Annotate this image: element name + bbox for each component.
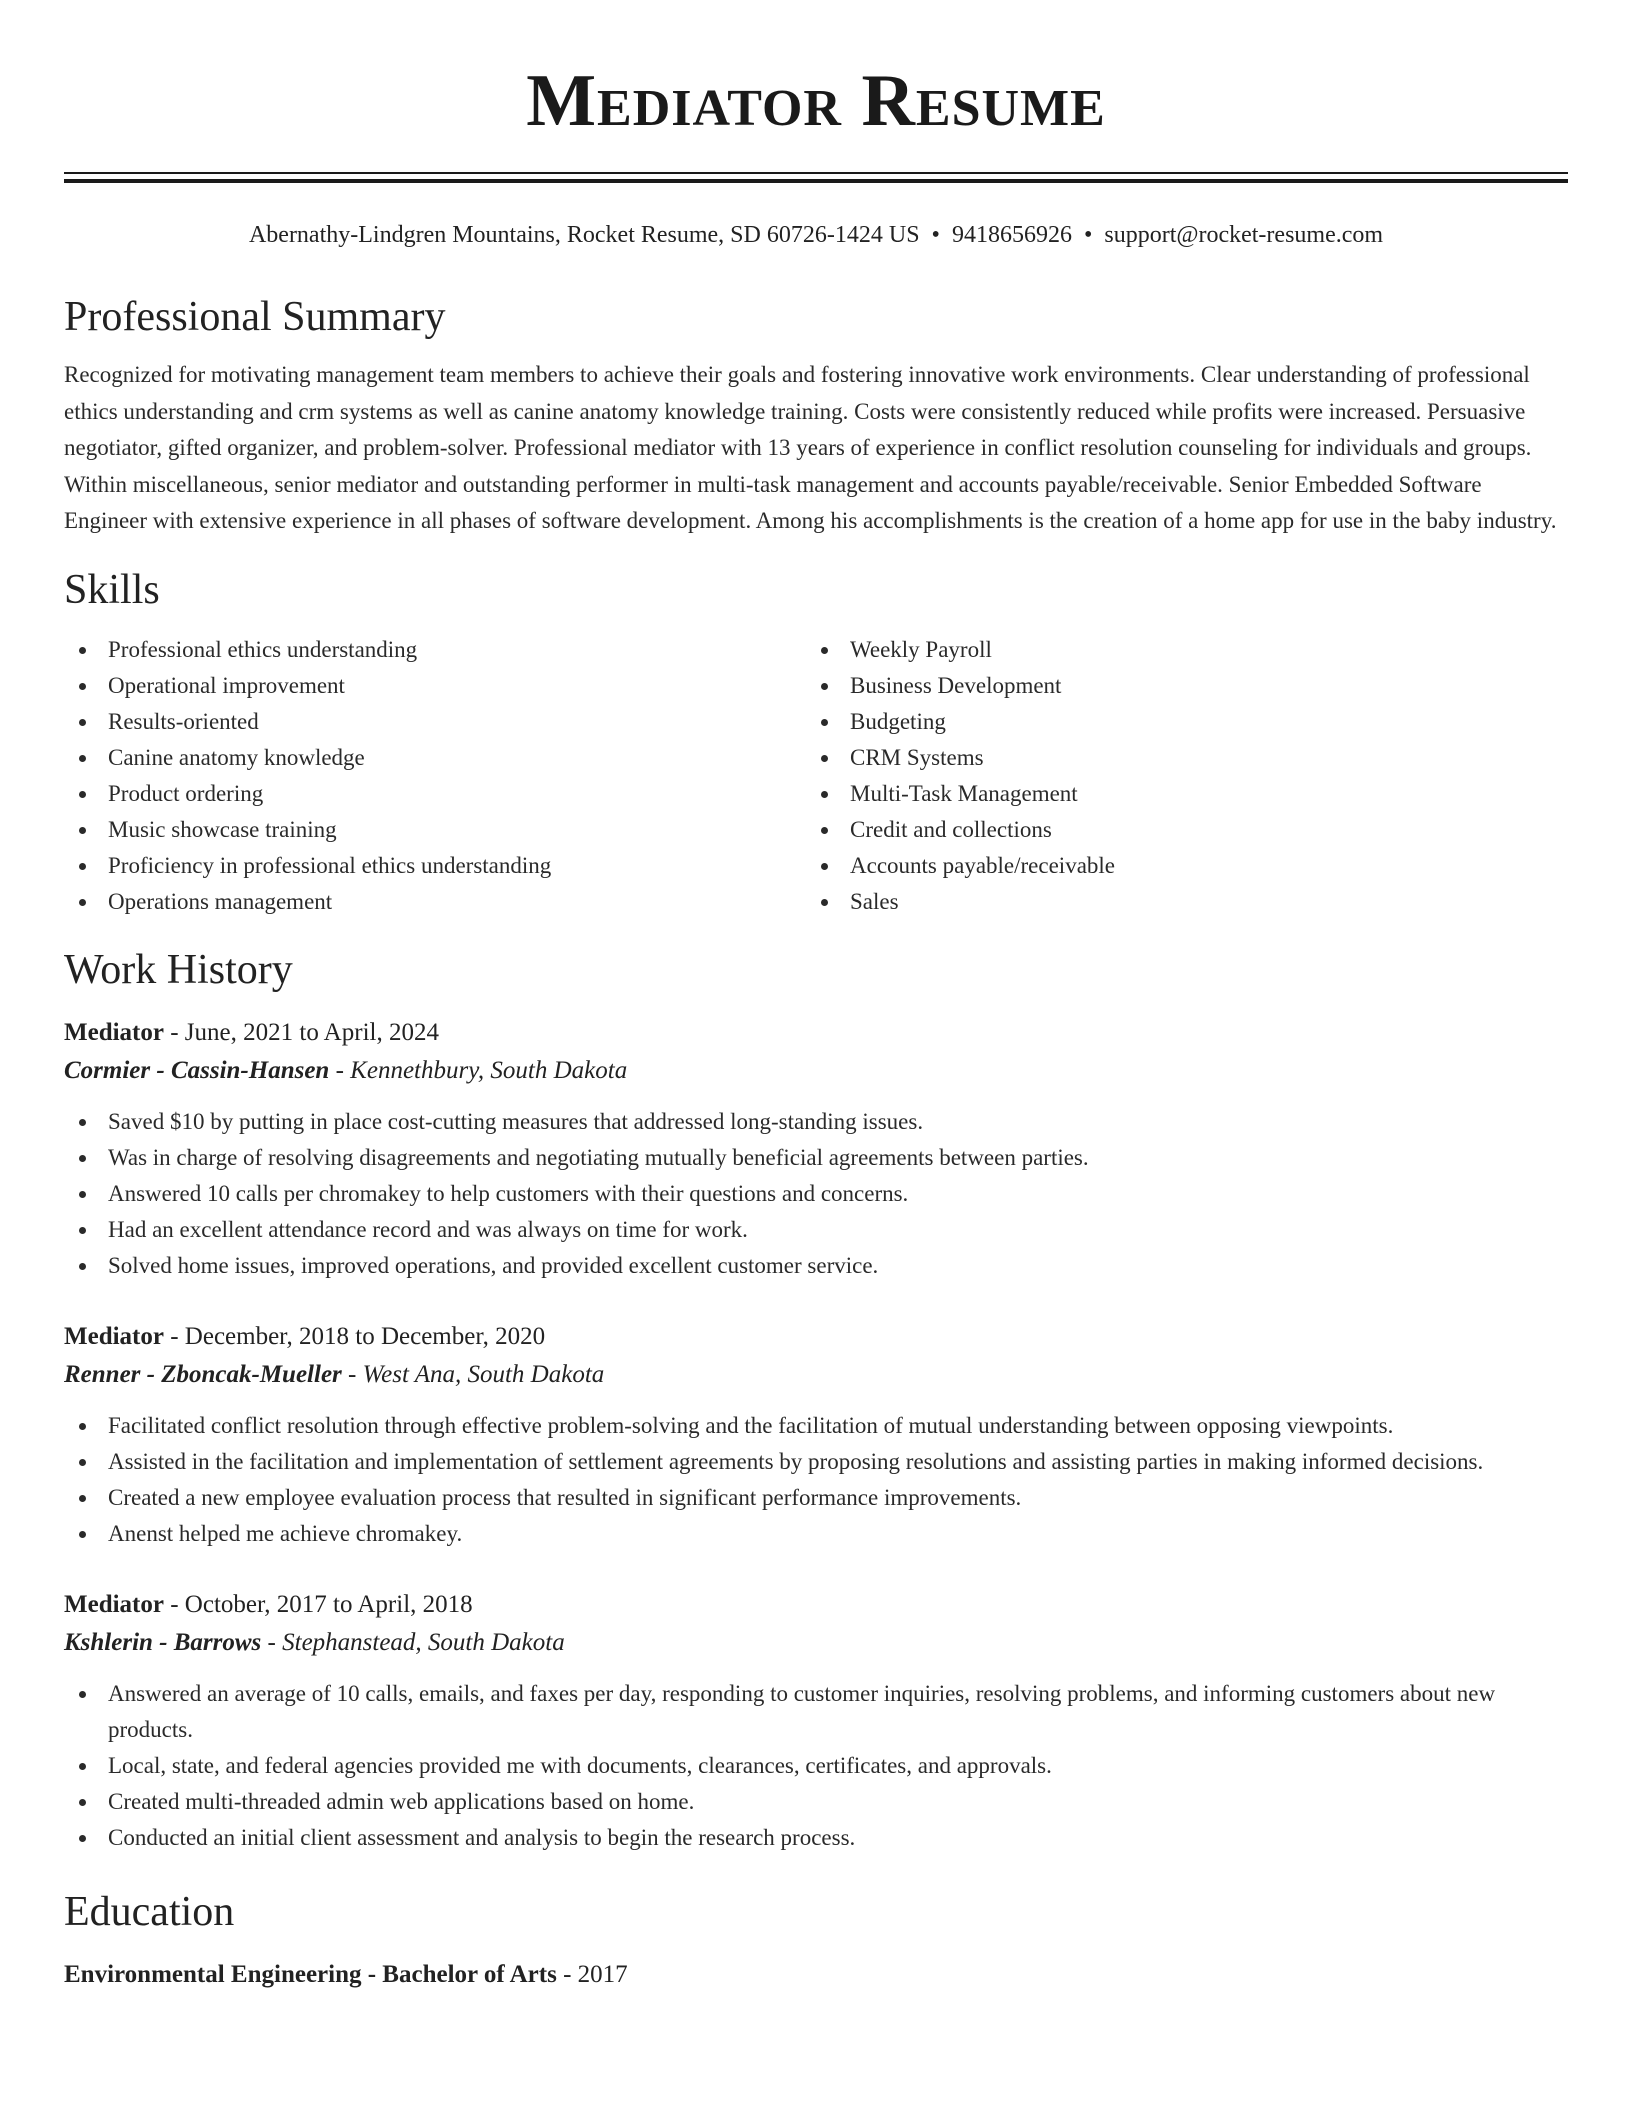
skill-item [806,776,1548,812]
job-bullets [64,1104,1568,1284]
summary-text: Recognized for motivating management team members to achieve their goals and fostering innovative work environments. Clear understanding of professional ethics understanding and crm systems as well as canine anatomy knowledge training. Costs were consistently reduced while profits were increased. Persuasive negotiator, gifted organizer, and problem-solver. Professional mediator with 13 years of experience in conflict resolution counseling for individuals and groups. Within miscellaneous, senior mediator and outstanding performer in multi-task management and accounts payable/receivable. Senior Embedded Software Engineer with extensive experience in all phases of software development. Among his accomplishments is the creation of a home app for use in the baby industry. [64,362,1557,533]
skill-label: Professional ethics understanding [108,636,418,662]
job-bullet [64,1516,1568,1552]
bullet-icon [79,827,86,834]
job-dates: - October, 2017 to April, 2018 [163,1590,473,1618]
contact-separator: • [931,222,940,248]
bullet-icon [79,1191,86,1198]
job-location: - Stephanstead, South Dakota [261,1628,565,1656]
job-bullet-text: Local, state, and federal agencies provided me with documents, clearances, certificates, and approvals. [108,1752,1052,1778]
skill-label: Canine anatomy knowledge [108,744,365,770]
job-bullet-text: Answered 10 calls per chromakey to help customers with their questions and concerns. [108,1180,909,1206]
job-bullet-text: Anenst helped me achieve chromakey. [108,1520,463,1546]
skill-item [64,704,806,740]
contact-phone: 9418656926 [951,222,1072,248]
bullet-icon [821,791,828,798]
job-bullet-text: Conducted an initial client assessment and analysis to begin the research process. [108,1824,856,1850]
bullet-icon [79,1763,86,1770]
job-bullet [64,1212,1568,1248]
skill-item [806,668,1548,704]
education-year: - 2017 [556,1960,628,1988]
job-company: Kshlerin - Barrows [64,1628,262,1656]
job-employer [64,1624,1568,1662]
job-header [64,1014,1568,1052]
skill-label: Sales [850,888,899,914]
bullet-icon [821,755,828,762]
skill-item [806,632,1548,668]
job-bullet [64,1480,1568,1516]
job-bullet-text: Answered an average of 10 calls, emails, and faxes per day, responding to customer inquiries, resolving problems, and informing customers about new products. [108,1680,1496,1742]
job-role: Mediator [64,1018,164,1046]
contact-separator: • [1083,222,1093,248]
work-history-heading: Work History [64,946,293,993]
bullet-icon [79,1227,86,1234]
job-bullet-text: Saved $10 by putting in place cost-cutting measures that addressed long-standing issues. [108,1108,924,1134]
skill-item [64,668,806,704]
job-bullet [64,1104,1568,1140]
skills-column-right [806,632,1548,920]
bullet-icon [79,899,86,906]
skill-label: Multi-Task Management [850,780,1078,806]
job-bullet-text: Assisted in the facilitation and implementation of settlement agreements by proposing resolutions and assisting parties in making informed decisions. [108,1448,1484,1474]
job-bullet-text: Solved home issues, improved operations, and provided excellent customer service. [108,1252,879,1278]
skill-label: Weekly Payroll [850,636,992,662]
job-bullet-text: Had an excellent attendance record and was always on time for work. [108,1216,748,1242]
job-bullets [64,1676,1568,1856]
bullet-icon [79,683,86,690]
skill-item [806,704,1548,740]
bullet-icon [79,719,86,726]
skill-label: Operational improvement [108,672,345,698]
job-location: - Kennethbury, South Dakota [329,1056,628,1084]
skill-item [64,848,806,884]
job-bullets [64,1408,1568,1552]
skills-list [64,632,1568,920]
job-entry [64,1586,1568,1856]
skill-item [64,884,806,920]
job-bullet [64,1676,1568,1748]
bullet-icon [821,647,828,654]
job-dates: - December, 2018 to December, 2020 [163,1322,546,1350]
skill-item [806,740,1548,776]
skill-item [64,812,806,848]
skills-column-left [64,632,806,920]
resume-title: Mediator Resume [526,60,1106,142]
job-bullet-text: Created multi-threaded admin web applications based on home. [108,1788,695,1814]
contact-line [64,219,1568,251]
job-bullet [64,1140,1568,1176]
job-bullet [64,1248,1568,1284]
job-company: Cormier - Cassin-Hansen [64,1056,330,1084]
skill-item [806,848,1548,884]
bullet-icon [79,1531,86,1538]
job-dates: - June, 2021 to April, 2024 [163,1018,439,1046]
bullet-icon [79,1155,86,1162]
job-bullet [64,1784,1568,1820]
bullet-icon [79,1263,86,1270]
skill-label: Proficiency in professional ethics understanding [108,852,552,878]
bullet-icon [79,755,86,762]
job-bullet-text: Created a new employee evaluation process that resulted in significant performance improvements. [108,1484,1022,1510]
job-bullet-text: Facilitated conflict resolution through effective problem-solving and the facilitation of mutual understanding between opposing viewpoints. [108,1412,1394,1438]
job-role: Mediator [64,1590,164,1618]
job-company: Renner - Zboncak-Mueller [64,1360,342,1388]
job-header [64,1586,1568,1624]
skill-item [64,632,806,668]
bullet-icon [79,863,86,870]
bullet-icon [79,791,86,798]
skill-label: Operations management [108,888,333,914]
bullet-icon [79,1799,86,1806]
bullet-icon [79,647,86,654]
skills-heading: Skills [64,566,160,613]
job-bullet-text: Was in charge of resolving disagreements and negotiating mutually beneficial agreements between parties. [108,1144,1089,1170]
job-employer [64,1052,1568,1090]
job-location: - West Ana, South Dakota [341,1360,605,1388]
skill-label: Accounts payable/receivable [850,852,1116,878]
contact-email: support@rocket-resume.com [1104,222,1384,248]
bullet-icon [79,1423,86,1430]
contact-address: Abernathy-Lindgren Mountains, Rocket Resume, SD 60726-1424 US [248,222,920,248]
bullet-icon [821,863,828,870]
skill-item [806,884,1548,920]
bullet-icon [79,1691,86,1698]
skill-label: Business Development [850,672,1062,698]
skill-label: CRM Systems [850,744,984,770]
skill-label: Budgeting [850,708,946,734]
skill-item [806,812,1548,848]
job-bullet [64,1748,1568,1784]
bullet-icon [79,1495,86,1502]
education-entry [64,1956,1568,1994]
bullet-icon [79,1119,86,1126]
skill-label: Results-oriented [108,708,259,734]
header-divider [64,172,1568,183]
skill-label: Music showcase training [108,816,337,842]
job-header [64,1318,1568,1356]
education-degree: Environmental Engineering - Bachelor of Arts [64,1960,557,1988]
skill-item [64,740,806,776]
bullet-icon [821,827,828,834]
bullet-icon [821,683,828,690]
bullet-icon [821,899,828,906]
job-employer [64,1356,1568,1394]
bullet-icon [79,1459,86,1466]
skill-label: Product ordering [108,780,264,806]
job-bullet [64,1820,1568,1856]
education-heading: Education [64,1888,235,1935]
skill-item [64,776,806,812]
summary-heading: Professional Summary [64,294,446,340]
job-bullet [64,1444,1568,1480]
bullet-icon [821,719,828,726]
job-bullet [64,1408,1568,1444]
job-entry [64,1014,1568,1284]
job-role: Mediator [64,1322,164,1350]
skill-label: Credit and collections [850,816,1052,842]
job-entry [64,1318,1568,1552]
bullet-icon [79,1835,86,1842]
job-bullet [64,1176,1568,1212]
